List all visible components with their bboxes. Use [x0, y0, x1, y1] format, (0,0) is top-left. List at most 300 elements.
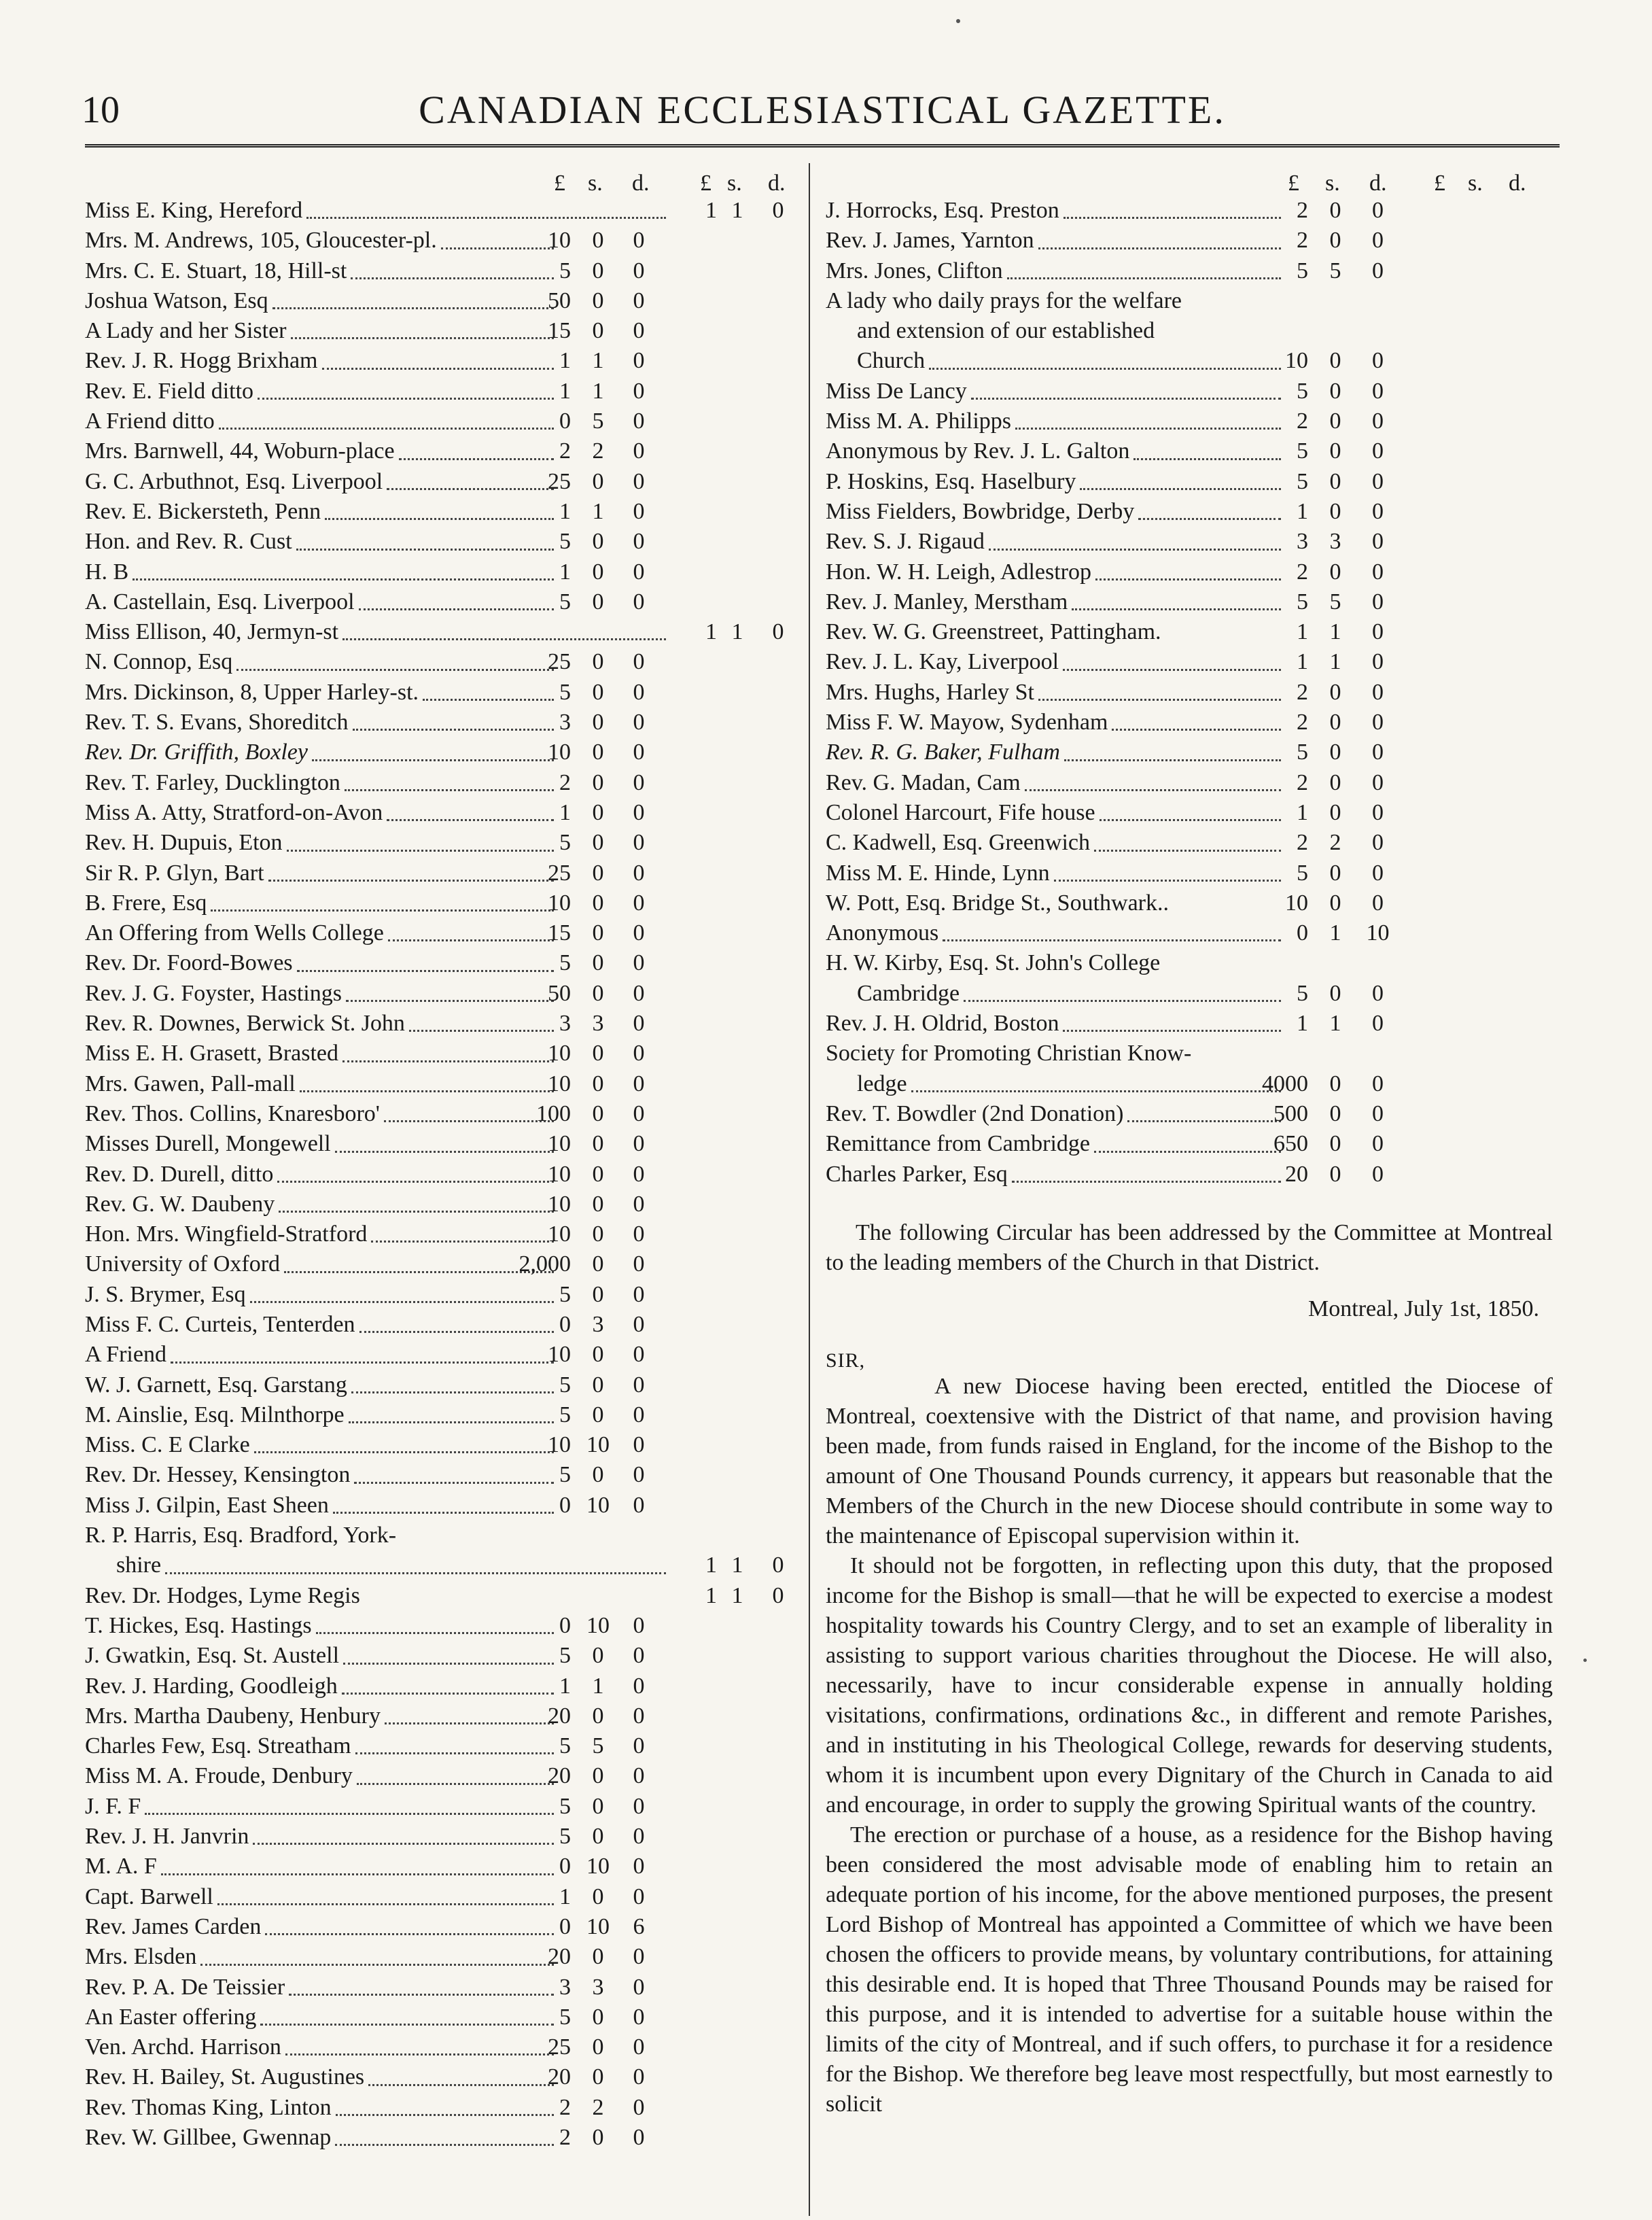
shillings-value: 3	[592, 1974, 604, 2000]
pence-value: 0	[1372, 198, 1384, 223]
pence-value: 0	[633, 1793, 645, 1819]
dot-leader	[217, 1903, 554, 1905]
subscription-row	[826, 979, 1563, 1009]
subscriber-name: Rev. H. Bailey, St. Augustines	[85, 2064, 365, 2090]
subscriber-name: Rev. J. H. Oldrid, Boston	[826, 1011, 1059, 1037]
pounds-value: 0	[559, 1854, 571, 1879]
subscriber-name: Mrs. Gawen, Pall-mall	[85, 1071, 296, 1096]
subscriber-name: Miss Ellison, 40, Jermyn-st	[85, 619, 339, 645]
shillings-value: 1	[592, 378, 604, 404]
subscription-row	[85, 1912, 798, 1942]
pounds-value: 20	[548, 1703, 571, 1729]
pounds-value: 5	[1297, 860, 1308, 886]
subscription-row	[85, 1009, 798, 1039]
subscriber-name: Mrs. M. Andrews, 105, Gloucester-pl.	[85, 228, 437, 254]
pounds-value: 1	[559, 498, 571, 524]
pounds-value: 1	[559, 799, 571, 825]
subscriber-name: An Easter offering	[85, 2004, 257, 2030]
subscriber-name: Mrs. Barnwell, 44, Woburn-place	[85, 438, 395, 464]
pence-value: 0	[1372, 1131, 1384, 1157]
pounds-value: 5	[1297, 378, 1308, 404]
dot-leader	[250, 1301, 554, 1303]
subscription-row	[85, 1190, 798, 1219]
pence-value: 0	[1372, 619, 1384, 645]
subscription-row	[826, 346, 1563, 376]
pound-header: £	[1288, 171, 1299, 196]
shillings-value: 0	[592, 1643, 604, 1669]
pence-value: 0	[633, 1763, 645, 1789]
page-header	[82, 75, 1563, 150]
pence-value: 0	[1372, 348, 1384, 374]
subscriber-name: Rev. G. Madan, Cam	[826, 769, 1021, 795]
shillings-value: 0	[592, 2034, 604, 2060]
shillings-value: 0	[592, 1281, 604, 1307]
subscriber-name: Rev. E. Bickersteth, Penn	[85, 498, 321, 524]
shillings-value: 0	[592, 288, 604, 313]
pound-header: £	[1434, 171, 1445, 196]
pounds-value: 25	[548, 468, 571, 494]
dot-leader	[254, 1451, 554, 1453]
subscription-row	[85, 1219, 798, 1249]
shillings-value: 0	[1329, 559, 1341, 585]
shillings-value: 0	[592, 860, 604, 886]
pence-value: 0	[633, 2094, 645, 2120]
pence-value: 0	[633, 1100, 645, 1126]
subscriber-name: Ven. Archd. Harrison	[85, 2034, 281, 2060]
dot-leader	[236, 669, 554, 671]
subscription-row	[826, 436, 1563, 466]
pence-value: 0	[633, 318, 645, 344]
subscription-row	[85, 1973, 798, 2002]
shillings-value: 0	[592, 649, 604, 675]
subscription-row	[85, 1550, 798, 1580]
subscription-row	[85, 888, 798, 918]
subscriber-name: Miss. C. E Clarke	[85, 1432, 250, 1458]
subscriber-name: M. Ainslie, Esq. Milnthorpe	[85, 1402, 345, 1427]
pounds-value: 25	[548, 2034, 571, 2060]
subscription-row	[85, 1460, 798, 1490]
subscriber-name: Anonymous by Rev. J. L. Galton	[826, 438, 1130, 464]
pounds-value: 10	[548, 890, 571, 916]
pounds-value: 1	[559, 1884, 571, 1909]
pounds-value: 0	[1297, 920, 1308, 946]
subscriber-name: Miss E. King, Hereford	[85, 198, 303, 223]
subscriber-name: G. C. Arbuthnot, Esq. Liverpool	[85, 468, 383, 494]
shillings-value: 1	[592, 498, 604, 524]
subscriber-name: Rev. J. H. Janvrin	[85, 1824, 249, 1850]
shillings-value: 1	[731, 619, 743, 645]
pence-value: 0	[772, 1582, 784, 1608]
pence-value: 0	[633, 559, 645, 585]
shillings-value: 0	[592, 1793, 604, 1819]
subscriber-name: J. F. F	[85, 1793, 141, 1819]
shillings-value: 0	[592, 1161, 604, 1187]
subscription-row	[826, 858, 1563, 888]
subscriber-name: J. Gwatkin, Esq. St. Austell	[85, 1643, 340, 1669]
shillings-value: 0	[592, 769, 604, 795]
subscriber-name: W. J. Garnett, Esq. Garstang	[85, 1372, 347, 1398]
pounds-value: 4000	[1262, 1071, 1308, 1096]
pounds-value: 10	[548, 1071, 571, 1096]
pounds-value: 0	[559, 409, 571, 434]
subscription-row	[85, 1491, 798, 1521]
subscription-row	[85, 979, 798, 1009]
subscription-row	[85, 226, 798, 256]
pence-value: 0	[1372, 378, 1384, 404]
subscriber-name: Remittance from Cambridge	[826, 1131, 1090, 1157]
pounds-value: 5	[559, 1462, 571, 1488]
subscriber-name: Miss De Lancy	[826, 378, 967, 404]
pence-value: 0	[633, 1251, 645, 1277]
pounds-value: 0	[559, 1913, 571, 1939]
shillings-value: 1	[1329, 649, 1341, 675]
subscription-row	[85, 316, 798, 346]
shillings-value: 0	[592, 2125, 604, 2150]
pence-value: 0	[1372, 498, 1384, 524]
subscription-row	[85, 1340, 798, 1370]
subscription-row	[85, 1129, 798, 1159]
pence-value: 6	[633, 1913, 645, 1939]
dot-leader	[911, 1090, 1281, 1092]
subscriber-name: Miss J. Gilpin, East Sheen	[85, 1492, 329, 1518]
right-subscription-column	[826, 166, 1563, 1190]
subscriber-name: A Lady and her Sister	[85, 318, 287, 344]
subscriber-name: Charles Few, Esq. Streatham	[85, 1733, 351, 1759]
currency-header-right	[826, 166, 1563, 196]
pence-value: 0	[633, 1161, 645, 1187]
shillings-value: 1	[1329, 619, 1341, 645]
shilling-header: s.	[1325, 171, 1340, 196]
pence-value: 0	[633, 1733, 645, 1759]
shillings-value: 0	[592, 740, 604, 765]
pounds-value: 5	[1297, 468, 1308, 494]
dot-leader	[200, 1964, 554, 1966]
shillings-value: 0	[592, 589, 604, 614]
subscription-row	[85, 2002, 798, 2032]
pence-value: 0	[1372, 438, 1384, 464]
shillings-value: 0	[592, 1251, 604, 1277]
shillings-value: 0	[1329, 799, 1341, 825]
pounds-value: 1	[1297, 498, 1308, 524]
subscription-row	[85, 798, 798, 828]
pounds-value: 5	[559, 258, 571, 283]
shillings-value: 0	[1329, 860, 1341, 886]
shilling-header: s.	[727, 171, 742, 196]
shillings-value: 10	[586, 1612, 610, 1638]
shillings-value: 0	[1329, 890, 1341, 916]
pounds-value: 3	[1297, 529, 1308, 555]
subscription-row	[85, 346, 798, 376]
pounds-value: 10	[548, 1041, 571, 1066]
subscription-row	[85, 286, 798, 316]
pence-value: 0	[633, 1884, 645, 1909]
subscriber-name: Charles Parker, Esq	[826, 1161, 1008, 1187]
pounds-value: 5	[1297, 980, 1308, 1006]
subscriber-name: Rev. R. Downes, Berwick St. John	[85, 1011, 405, 1037]
subscription-row	[826, 1129, 1563, 1159]
pence-value: 0	[633, 1673, 645, 1699]
dot-leader	[171, 1362, 554, 1364]
pounds-value: 2	[1297, 228, 1308, 254]
dot-leader	[306, 217, 666, 219]
subscriber-name: Rev. James Carden	[85, 1913, 262, 1939]
pounds-value: 2	[559, 2125, 571, 2150]
pence-value: 0	[633, 2004, 645, 2030]
subscription-row	[85, 2123, 798, 2153]
dot-leader	[165, 1572, 666, 1574]
shillings-value: 0	[1329, 228, 1341, 254]
shillings-value: 0	[592, 679, 604, 705]
subscription-row	[85, 2062, 798, 2092]
shillings-value: 0	[592, 228, 604, 254]
subscription-row	[85, 467, 798, 497]
subscription-row	[85, 1792, 798, 1822]
subscriber-name: B. Frere, Esq	[85, 890, 207, 916]
shillings-value: 1	[592, 348, 604, 374]
pounds-value: 2	[1297, 710, 1308, 735]
subscription-row	[826, 1069, 1563, 1099]
dot-leader	[929, 368, 1281, 370]
subscription-row	[826, 316, 1563, 346]
pounds-value: 1	[705, 619, 717, 645]
pence-value: 0	[1372, 1071, 1384, 1096]
subscriber-name: Rev. J. G. Foyster, Hastings	[85, 980, 342, 1006]
shillings-value: 0	[1329, 378, 1341, 404]
pence-value: 0	[1372, 1100, 1384, 1126]
pounds-value: 2	[1297, 409, 1308, 434]
subscription-row	[826, 828, 1563, 858]
shillings-value: 0	[592, 980, 604, 1006]
pence-value: 0	[633, 1342, 645, 1368]
subscription-row	[85, 647, 798, 677]
subscriber-name: Miss F. W. Mayow, Sydenham	[826, 710, 1108, 735]
shillings-value: 0	[592, 710, 604, 735]
pence-value: 0	[633, 860, 645, 886]
subscriber-name: Rev. T. Bowdler (2nd Donation)	[826, 1100, 1124, 1126]
pence-value: 0	[633, 409, 645, 434]
subscriber-name: Misses Durell, Mongewell	[85, 1131, 331, 1157]
subscriber-name: Society for Promoting Christian Know-	[826, 1041, 1192, 1066]
circular-body	[826, 1372, 1553, 2119]
pounds-value: 50	[548, 980, 571, 1006]
shilling-header: s.	[1468, 171, 1483, 196]
pounds-value: 3	[559, 1011, 571, 1037]
subscriber-name: R. P. Harris, Esq. Bradford, York-	[85, 1523, 397, 1548]
pence-value: 0	[633, 288, 645, 313]
pounds-value: 15	[548, 920, 571, 946]
pounds-value: 2	[559, 2094, 571, 2120]
subscription-row	[85, 587, 798, 617]
pence-header: d.	[632, 171, 650, 196]
subscriber-name: Mrs. C. E. Stuart, 18, Hill-st	[85, 258, 347, 283]
shillings-value: 10	[586, 1432, 610, 1458]
pence-value: 0	[633, 1311, 645, 1337]
pounds-value: 1	[705, 1582, 717, 1608]
pence-value: 0	[633, 679, 645, 705]
shillings-value: 0	[592, 1131, 604, 1157]
left-subscription-column	[85, 166, 798, 2153]
subscriber-name: Hon. and Rev. R. Cust	[85, 529, 292, 555]
subscription-row	[85, 436, 798, 466]
shillings-value: 0	[592, 1100, 604, 1126]
subscription-row	[85, 557, 798, 587]
shillings-value: 0	[1329, 679, 1341, 705]
subscription-row	[85, 1942, 798, 1972]
pence-value: 0	[772, 198, 784, 223]
pence-value: 0	[633, 710, 645, 735]
pounds-value: 5	[559, 1733, 571, 1759]
subscriber-name: and extension of our established	[857, 318, 1155, 344]
pence-value: 0	[633, 980, 645, 1006]
pence-value: 0	[1372, 1161, 1384, 1187]
subscription-row	[826, 1160, 1563, 1190]
pounds-value: 100	[536, 1100, 571, 1126]
subscriber-name: Rev. J. L. Kay, Liverpool	[826, 649, 1059, 675]
pounds-value: 650	[1273, 1131, 1308, 1157]
pounds-value: 0	[559, 1492, 571, 1518]
pence-value: 0	[1372, 830, 1384, 856]
subscription-row	[826, 557, 1563, 587]
subscription-row	[85, 1400, 798, 1430]
subscription-row	[85, 1160, 798, 1190]
subscriber-name: Mrs. Elsden	[85, 1944, 197, 1970]
subscription-row	[85, 1430, 798, 1460]
pence-value: 0	[633, 1703, 645, 1729]
pence-value: 0	[633, 1854, 645, 1879]
subscription-row	[85, 1310, 798, 1340]
subscription-row	[826, 226, 1563, 256]
pounds-value: 25	[548, 860, 571, 886]
pence-value: 0	[1372, 679, 1384, 705]
subscription-row	[826, 738, 1563, 767]
subscription-row	[85, 768, 798, 798]
pounds-value: 10	[548, 1131, 571, 1157]
pence-value: 0	[633, 1643, 645, 1669]
pounds-value: 2	[1297, 830, 1308, 856]
subscription-row	[85, 1280, 798, 1310]
subscriber-name: Miss E. H. Grasett, Brasted	[85, 1041, 339, 1066]
pounds-value: 10	[1285, 348, 1308, 374]
shillings-value: 0	[1329, 769, 1341, 795]
pounds-value: 10	[548, 1221, 571, 1247]
subscription-row	[826, 406, 1563, 436]
subscription-row	[826, 587, 1563, 617]
pounds-value: 15	[548, 318, 571, 344]
pence-value: 0	[633, 258, 645, 283]
subscription-row	[826, 1039, 1563, 1069]
pence-value: 0	[1372, 258, 1384, 283]
pence-value: 0	[1372, 980, 1384, 1006]
pounds-value: 1	[1297, 1011, 1308, 1037]
subscriber-name: Cambridge	[857, 980, 960, 1006]
pounds-value: 2	[559, 438, 571, 464]
subscriber-name: W. Pott, Esq. Bridge St., Southwark..	[826, 890, 1169, 916]
subscription-row	[85, 497, 798, 527]
pence-value: 0	[633, 1402, 645, 1427]
subscriber-name: A. Castellain, Esq. Liverpool	[85, 589, 355, 614]
subscription-row	[826, 1009, 1563, 1039]
subscriber-name: Rev. Dr. Foord-Bowes	[85, 950, 293, 976]
pounds-value: 5	[559, 1643, 571, 1669]
subscriber-name: Rev. S. J. Rigaud	[826, 529, 985, 555]
subscription-row	[85, 2032, 798, 2062]
pounds-value: 1	[559, 559, 571, 585]
gazette-title: CANADIAN ECCLESIASTICAL GAZETTE.	[419, 88, 1226, 132]
subscription-row	[85, 1039, 798, 1069]
subscriber-name: ledge	[857, 1071, 907, 1096]
shillings-value: 0	[592, 1221, 604, 1247]
pounds-value: 0	[559, 1311, 571, 1337]
pounds-value: 2	[559, 769, 571, 795]
pence-value: 0	[633, 1974, 645, 2000]
shillings-value: 10	[586, 1492, 610, 1518]
subscriber-name: Rev. R. G. Baker, Fulham	[826, 740, 1060, 765]
pence-value: 0	[1372, 769, 1384, 795]
subscriber-name: Mrs. Jones, Clifton	[826, 258, 1003, 283]
pounds-value: 1	[559, 348, 571, 374]
subscription-row	[826, 918, 1563, 948]
subscriber-name: Rev. J. James, Yarnton	[826, 228, 1034, 254]
shillings-value: 0	[1329, 1071, 1341, 1096]
pounds-value: 25	[548, 649, 571, 675]
subscription-row	[826, 256, 1563, 286]
shillings-value: 2	[592, 2094, 604, 2120]
shillings-value: 5	[592, 409, 604, 434]
pence-value: 0	[633, 468, 645, 494]
pound-header: £	[554, 171, 565, 196]
pounds-value: 2	[1297, 559, 1308, 585]
pounds-value: 2	[1297, 769, 1308, 795]
shillings-value: 0	[1329, 1161, 1341, 1187]
pence-value: 0	[633, 1011, 645, 1037]
pence-value: 0	[633, 1221, 645, 1247]
shillings-value: 1	[1329, 920, 1341, 946]
pounds-value: 5	[559, 1793, 571, 1819]
subscriber-name: Anonymous	[826, 920, 939, 946]
pence-value: 0	[633, 1432, 645, 1458]
pence-value: 0	[772, 619, 784, 645]
shillings-value: 0	[1329, 1131, 1341, 1157]
subscription-row	[85, 1249, 798, 1279]
pence-value: 0	[633, 920, 645, 946]
shillings-value: 0	[592, 1763, 604, 1789]
subscription-row	[85, 1822, 798, 1852]
subscription-row	[85, 1099, 798, 1129]
pounds-value: 20	[1285, 1161, 1308, 1187]
subscription-row	[85, 527, 798, 557]
subscription-row	[85, 617, 798, 647]
print-speck	[1583, 1659, 1587, 1662]
subscriber-name: Hon. Mrs. Wingfield-Stratford	[85, 1221, 368, 1247]
subscriber-name: Rev. W. Gillbee, Gwennap	[85, 2125, 332, 2150]
subscriber-name: Rev. Dr. Griffith, Boxley	[85, 740, 308, 765]
shillings-value: 5	[592, 1733, 604, 1759]
shillings-value: 0	[1329, 498, 1341, 524]
pence-value: 0	[1372, 468, 1384, 494]
shillings-value: 0	[592, 529, 604, 555]
shillings-value: 0	[1329, 468, 1341, 494]
dot-leader	[161, 1873, 554, 1875]
subscriber-name: Mrs. Dickinson, 8, Upper Harley-st.	[85, 679, 419, 705]
shillings-value: 0	[1329, 409, 1341, 434]
subscription-row	[85, 1671, 798, 1701]
pence-value: 0	[633, 1131, 645, 1157]
pence-value: 0	[1372, 710, 1384, 735]
shillings-value: 0	[592, 920, 604, 946]
subscriber-name: Miss Fielders, Bowbridge, Derby	[826, 498, 1135, 524]
subscriber-name: Mrs. Martha Daubeny, Henbury	[85, 1703, 381, 1729]
subscription-row	[826, 286, 1563, 316]
